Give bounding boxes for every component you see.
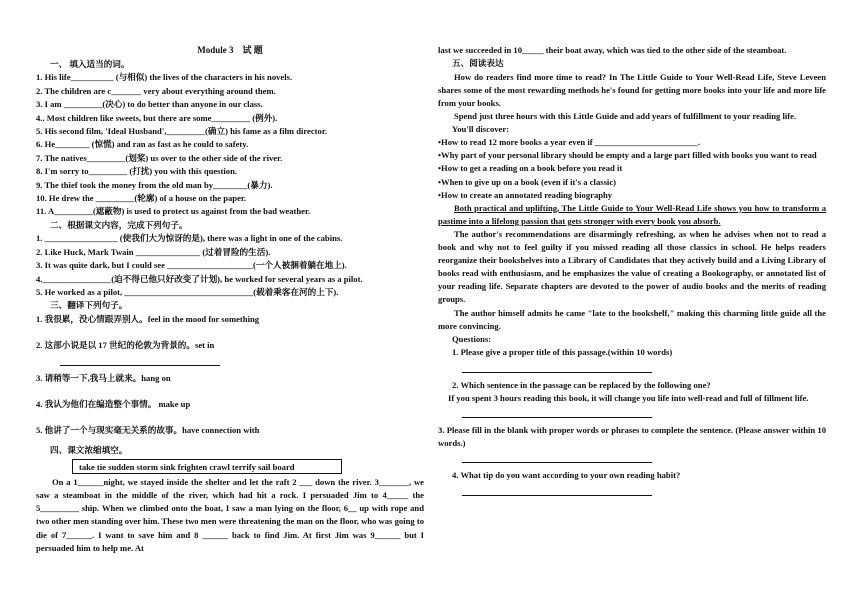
reading-paragraph: The author's recommendations are disarmingly refreshing, as when he advises when not to read a book and why not to feel guilty if you missed reading all those classics in school. He helps readers reorganize their bookshelves into a Library of Candidates that they actively build and a Living Library of books read with enthusiasm, and he emphasizes the value of creating a Bookography, or annotated list of your reading life. Separate chapters are devoted to the power of audio books and the merits of reading groups. xyxy=(438,228,826,305)
complete-item: 3. It was quite dark, but I could see ____________________(一个人被捆着躺在地上). xyxy=(36,260,347,271)
translate-item: 1. 我很累，没心情跟弄别人。feel in the mood for something xyxy=(36,313,260,324)
fill-item: 8. I'm sorry to_________ (打扰) you with this question. xyxy=(36,166,238,177)
answer-line[interactable] xyxy=(462,452,652,463)
translate-item: 2. 这部小说是以 17 世纪的伦敦为背景的。set in xyxy=(36,340,215,351)
section-4-heading: 四、课文浓缩填空。 xyxy=(50,444,128,455)
answer-line[interactable] xyxy=(60,355,220,366)
bullet-item: •How to get a reading on a book before you read it xyxy=(438,163,623,174)
fill-item: 7. The natives_________(划桨) us over to the other side of the river. xyxy=(36,152,283,163)
section-3-heading: 三、翻译下列句子。 xyxy=(50,300,128,311)
translate-item: 3. 请稍等一下,我马上就来。hang on xyxy=(36,372,171,383)
page-title: Module 3 试 题 xyxy=(197,45,263,55)
question-2: 2. Which sentence in the passage can be replaced by the following one? xyxy=(452,379,711,390)
question-3: 3. Please fill in the blank with proper words or phrases to complete the sentence. (Please answer within 10 words.) xyxy=(438,425,826,449)
fill-item: 2. The children are c_______ very about everything around them. xyxy=(36,85,276,96)
section-2-heading: 二、根据课文内容，完成下列句子。 xyxy=(50,219,188,230)
fill-item: 5. His second film, 'Ideal Husband',_________(确立) his fame as a film director. xyxy=(36,126,328,137)
reading-paragraph: Spend just three hours with this Little Guide and add years of fulfillment to your reading life. xyxy=(454,110,797,121)
complete-item: 4.________________(迫不得已他只好改变了计划), he worked for several years as a pilot. xyxy=(36,273,363,284)
right-column xyxy=(438,44,826,502)
reading-paragraph: The author himself admits he came "late to the bookshelf," making this charming little guide all the more convincing. xyxy=(438,307,826,331)
summary-passage: On a 1______night, we stayed inside the shelter and let the raft 2 ___ down the river. 3_______, we saw a steamboat in the middle of the river, which had hit a rock. I persuaded Jim to 4_____ the 5_________ ship. When we climbed onto the boat, I saw a man lying on the floor, 6__ up with rope and two other men standing over him. These two men were threatening the man on the floor, who was going to die of 7______. I want to save him and 8 ______ back to find Jim. At first Jim was 9______ but I persuaded him to help me. At xyxy=(36,477,424,553)
answer-line[interactable] xyxy=(462,485,652,496)
complete-item: 1. _________________ (使我们大为惊讶的是), there was a light in one of the cabins. xyxy=(36,233,343,244)
word-bank-box: take tie sudden storm sink frighten crawl terrify sail board xyxy=(72,459,342,474)
translate-item: 5. 他讲了一个与现实毫无关系的故事。have connection with xyxy=(36,425,260,436)
bullet-item: •How to create an annotated reading biography xyxy=(438,189,613,200)
fill-item: 1. His life__________ (与相似) the lives of the characters in his novels. xyxy=(36,72,293,83)
fill-item: 6. He________ (惊慌) and ran as fast as he could to safety. xyxy=(36,139,249,150)
answer-line[interactable] xyxy=(462,407,652,418)
question-2-detail: If you spent 3 hours reading this book, it will change you life into well-read and full of fillment life. xyxy=(448,392,809,403)
bullet-item: •How to read 12 more books a year even if ________________________. xyxy=(438,137,700,148)
complete-item: 5. He worked as a pilot, ______________________________(载着乘客在河的上下). xyxy=(36,286,339,297)
fill-item: 10. He drew the _________(轮廓) of a house on the paper. xyxy=(36,193,247,204)
fill-item: 4.. Most children like sweets, but there are some_________ (例外). xyxy=(36,112,278,123)
section-1-heading: 一、 填入适当的词。 xyxy=(50,59,130,69)
fill-item: 9. The thief took the money from the old man by________(暴力). xyxy=(36,179,273,190)
underlined-paragraph: Both practical and uplifting, The Little Guide to Your Well-Read Life shows you how to transform a pastime into a lifelong passion that gets stronger with every book you absorb. xyxy=(438,202,826,226)
fill-item: 3. I am _________(决心) to do better than anyone in our class. xyxy=(36,99,263,110)
answer-line[interactable] xyxy=(462,362,652,373)
section-5-heading: 五、阅读表达 xyxy=(452,58,504,69)
question-1: 1. Please give a proper title of this passage.(within 10 words) xyxy=(452,347,673,358)
questions-label: Questions: xyxy=(452,333,492,344)
fill-item: 11. A_________(遮蔽物) is used to protect us against from the bad weather. xyxy=(36,206,311,217)
bullet-item: •When to give up on a book (even if it's a classic) xyxy=(438,176,616,187)
left-column xyxy=(36,44,424,555)
translate-item: 4. 我认为他们在编造整个事情。 make up xyxy=(36,398,191,409)
question-4: 4. What tip do you want according to your own reading habit? xyxy=(452,470,681,481)
reading-paragraph: How do readers find more time to read? In The Little Guide to Your Well-Read Life, Steve Leveen shares some of the most rewarding methods he's found for getting more books into your life and more life from your books. xyxy=(438,71,826,108)
complete-item: 2. Like Huck, Mark Twain _______________ (过着冒险的生活). xyxy=(36,246,271,257)
discover-label: You'll discover: xyxy=(452,123,510,134)
passage-continuation: last we succeeded in 10_____ their boat away, which was tied to the other side of the steamboat. xyxy=(438,45,787,55)
bullet-item: •Why part of your personal library should be empty and a large part filled with books you want to read xyxy=(438,150,817,161)
